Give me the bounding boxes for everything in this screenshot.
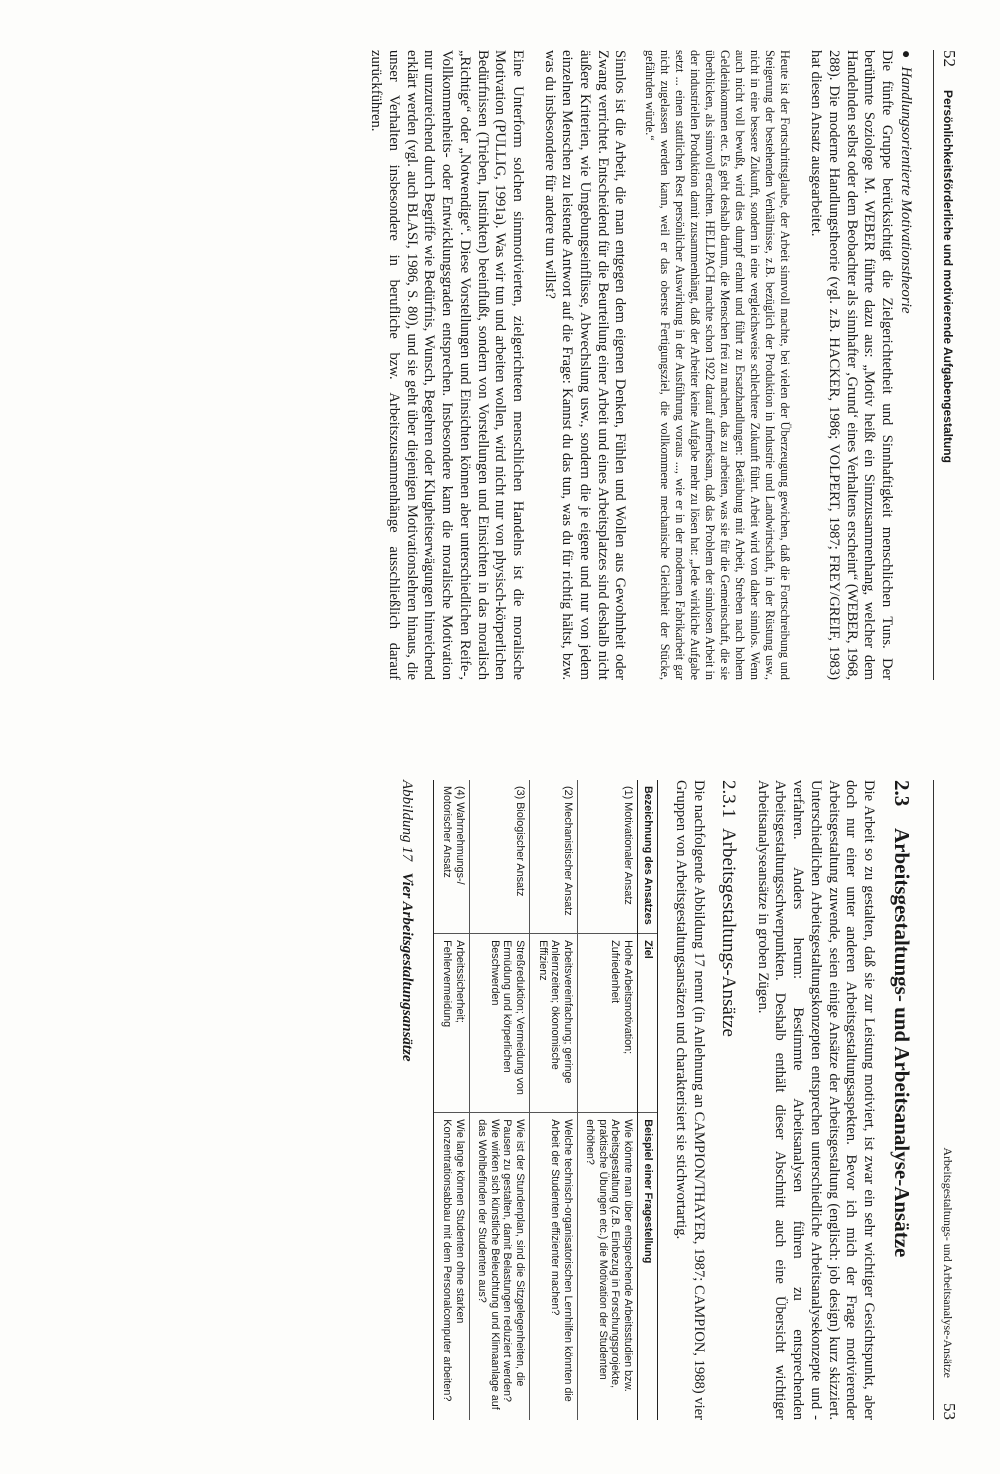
table-cell: (1) Motivationaler Ansatz xyxy=(577,780,637,934)
header-cell: Ziel xyxy=(638,934,658,1113)
caption-text: Vier Arbeitsgestaltungsansätze xyxy=(399,872,416,1062)
paragraph-sinnlos: Sinnlos ist die Arbeit, die man entgegen dem eigenen Denken, Fühlen und Wollen aus Gewohnheit oder Zwang verrichtet. Entscheidend für die Beurteilung einer Arbeit und eines Arbeitsplatzes sind deshalb nicht äußere Kriterien, wie Umgebungseinflüsse, Abwechslung usw., sondern die je eigene und nur von jedem einzelnen Menschen zu leistende Antwort auf die Frage: Kannst du das tun, was du für richtig hältst, bzw. was du insbesondere für andere tun willst? xyxy=(541,50,629,680)
table-cell: Wie könnte man über entsprechende Arbeitsstudien bzw. Arbeitsgestaltung (z.B. Einbezug in Forschungsprojekte, praktische Übungen etc.) die Motivation der Studenten erhöhen? xyxy=(577,1113,637,1420)
table-cell: (3) Biologischer Ansatz xyxy=(469,780,529,934)
left-page xyxy=(0,50,1000,680)
figure-caption xyxy=(398,780,415,1420)
header-cell: Beispiel einer Fragestellung xyxy=(638,1113,658,1420)
quote-paragraph: Heute ist der Fortschrittsglaube, der Arbeit sinnvoll machte, bei vielen der Überzeugung gewichen, daß die Fortschreibung und Steigerung der bestehenden Verhältnisse, z.B. bezüglich der Produktion in Industrie und Landwirtschaft, in der Rüstung usw., nicht in eine bessere Zukunft, sondern in eine vergleichsweise schlechtere Zukunft führt. Arbeit wird von daher sinnlos. Wenn auch nicht voll bewußt, wird dies dumpf erahnt und führt zu Ersatzhandlungen: Betäubung mit Arbeit, Streben nach hohem Geldeinkommen etc. Es geht deshalb darum, die Menschen frei zu machen, das zu arbeiten, was sie für die Gemeinschaft, die sie überblicken, als sinnvoll erachten. HELLPACH machte schon 1922 darauf aufmerksam, daß das Problem der sinnlosen Arbeit in der industriellen Produktion damit zusammenhängt, daß der Arbeiter keine Aufgabe mehr zu lösen hat: „Jede wirkliche Aufgabe setzt ... einen stattlichen Rest persönlicher Auswirkung in der Ausführung voraus ..., wie er in der modernen Fabrikarbeit gar nicht zugelassen werden kann, weil er das oberste Fertigungsziel, die vollkommene mechanische Gleichheit der Stücke, gefährden würde.“ xyxy=(643,50,793,680)
subsection-title-231: Arbeitsgestaltungs-Ansätze xyxy=(718,828,740,1037)
table-cell: Hohe Arbeitsmotivation; Zufriedenheit xyxy=(577,934,637,1113)
section-number: 2.3 xyxy=(890,780,914,807)
table-cell: Arbeitssicherheit; Fehlervermeidung xyxy=(434,934,469,1113)
subsection-number: 2.3.1 xyxy=(718,780,740,818)
right-page-number: 53 xyxy=(940,1403,959,1420)
subsection-paragraph: Die nachfolgende Abbildung 17 nennt (in Anlehnung an CAMPION/THAYER, 1987; CAMPION, 1988) vier Gruppen von Arbeitsgestaltungsansätzen und charakterisiert sie stichwortartig. xyxy=(673,780,708,1420)
section-paragraph: Die Arbeit so zu gestalten, daß sie zur Leistung motiviert, ist zwar ein sehr wichtiger Gesichtspunkt, aber doch nur einer unter anderen Arbeitsgestaltungsaspekten. Bevor ich mich der Frage motivierender Arbeitsgestaltung zuwende, seien einige Ansätze der Arbeitsgestaltung (englisch: job design) kurz skizziert. Unterschiedlichen Arbeitsgestaltungskonzepten entsprechen unterschiedliche Arbeitsanalysekonzepte und -verfahren. Anders herum: Bestimmte Arbeitsanalysen führen zu entsprechenden Arbeitsgestaltungsschwerpunkten. Deshalb enthält dieser Abschnitt auch eine Übersicht wichtiger Arbeitsanalyseansätze in groben Zügen. xyxy=(754,780,877,1420)
table-row xyxy=(529,780,577,1420)
bullet-icon: ● xyxy=(898,50,913,59)
right-body xyxy=(398,780,914,1420)
header-cell: Bezeichnung des Ansatzes xyxy=(638,780,658,934)
left-running-title: Persönlichkeitsförderliche und motivierende Aufgabengestaltung xyxy=(941,90,955,463)
approaches-table xyxy=(433,780,657,1420)
right-running-header xyxy=(933,780,959,1420)
right-running-title: Arbeitsgestaltungs- und Arbeitsanalyse-Ansätze xyxy=(941,1147,955,1378)
table-cell: Arbeitsvereinfachung; geringe Anlernzeiten; ökonomische Effizienz xyxy=(529,934,577,1113)
left-body xyxy=(353,50,914,680)
table-row xyxy=(434,780,469,1420)
subsection-heading-231 xyxy=(717,780,739,1420)
caption-number: Abbildung 17 xyxy=(399,780,416,862)
table-cell: Streßreduktion; Vermeidung von Ermüdung und körperlichen Beschwerden xyxy=(469,934,529,1113)
table-cell: (2) Mechanistischer Ansatz xyxy=(529,780,577,934)
table-row xyxy=(577,780,637,1420)
left-page-number: 52 xyxy=(940,50,959,67)
table-row xyxy=(469,780,529,1420)
table-cell: Wie lange können Studenten ohne starken Konzentrationsabbau mit dem Personalcomputer arbeiten? xyxy=(434,1113,469,1420)
table-cell: (4) Wahrnehmungs-/ Motorischer Ansatz xyxy=(434,780,469,934)
right-page xyxy=(0,780,1000,1420)
paragraph-moral: Eine Unterform solchen sinnmotivierten, zielgerichteten menschlichen Handelns ist die moralische Motivation (PULLIG, 1991a). Was wir tun und arbeiten wollen, wird nicht nur von physisch-körperlichen Bedürfnissen (Trieben, Instinkten) beeinflußt, sondern von Vorstellungen und Einsichten in das moralisch „Richtige“ oder „Notwendige“. Diese Vorstellungen und Einsichten können aber unterschiedlichen Reife-, Vollkommenheits- oder Entwicklungsgraden entsprechen. Insbesondere kann die moralische Motivation nur unzureichend durch Begriffe wie Bedürfnis, Wunsch, Begehren oder Klugheitserwägungen hinreichend erklärt werden (vgl. auch BLASI, 1986, S. 80), und sie geht über diejenigen Motivationslehren hinaus, die unser Verhalten insbesondere in berufliche bzw. Arbeitszusammenhänge ausschließlich darauf zurückführen. xyxy=(368,50,526,680)
subsection-heading xyxy=(897,50,914,680)
table-cell: Welche technisch-organisatorischen Lernhilfen könnten die Arbeit der Studenten effizienter machen? xyxy=(529,1113,577,1420)
paragraph-weber: Die fünfte Gruppe berücksichtigt die Zielgerichtetheit und Sinnhaftigkeit menschlichen Tuns. Der berühmte Soziologe M. WEBER führte dazu aus: „Motiv heißt ein Sinnzusammenhang, welcher dem Handelnden selbst oder dem Beobachter als sinnhafter ‚Grund‘ eines Verhaltens erscheint“ (WEBER, 1968, 288). Die moderne Handlungstheorie (vgl. z.B. HACKER, 1986; VOLPERT, 1987; FREY/GREIF, 1983) hat diesen Ansatz ausgearbeitet. xyxy=(808,50,895,680)
table-cell: Wie ist der Stundenplan, sind die Sitzgelegenheiten, die Pausen zu gestalten, damit Belastungen reduziert werden? Wie wirken sich künstliche Beleuchtung und Klimaanlage auf das Wohlbefinden der Studenten aus? xyxy=(469,1113,529,1420)
left-running-header xyxy=(933,50,959,680)
table-header-row xyxy=(638,780,658,1420)
subsection-title: Handlungsorientierte Motivationstheorie xyxy=(898,66,914,314)
section-heading xyxy=(889,780,914,1420)
section-title: Arbeitsgestaltungs- und Arbeitsanalyse-Ansätze xyxy=(890,828,914,1258)
